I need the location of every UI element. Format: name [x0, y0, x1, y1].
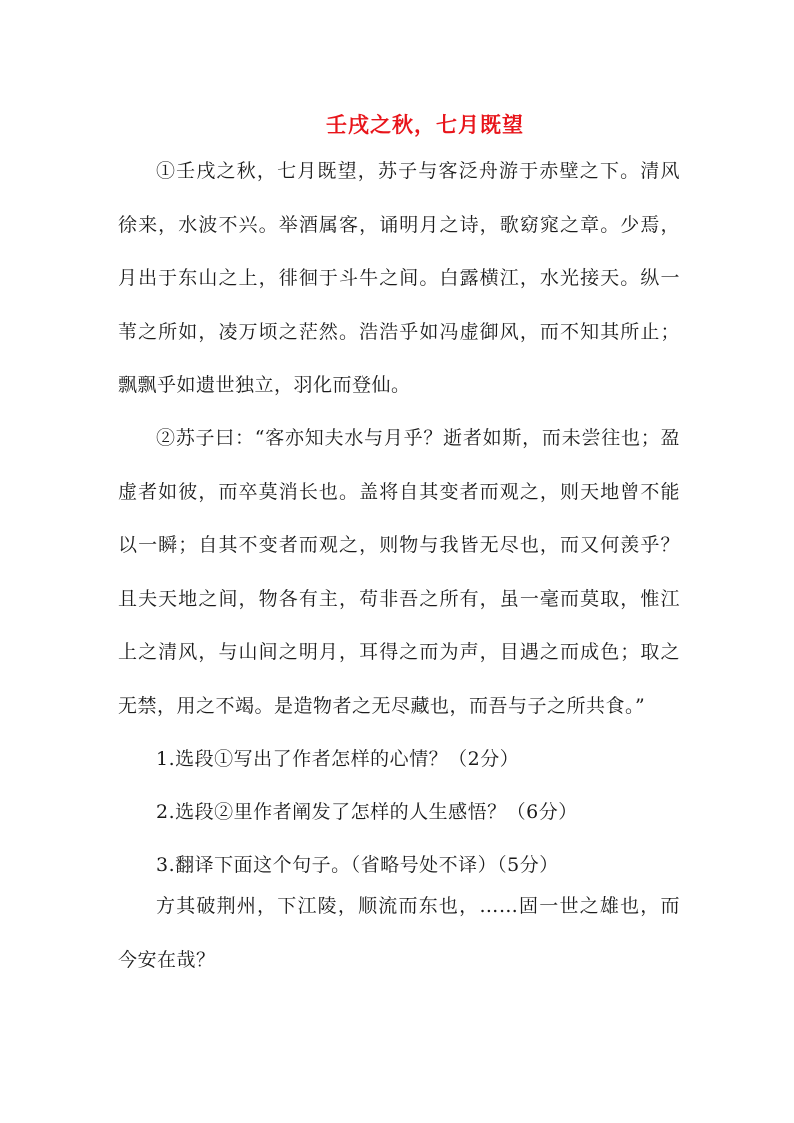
question-2: 2.选段②里作者阐发了怎样的人生感悟？（6分）: [156, 801, 578, 823]
document-title: 壬戌之秋，七月既望: [326, 112, 524, 137]
question-1: 1.选段①写出了作者怎样的心情？（2分）: [156, 748, 520, 770]
question-3: 3.翻译下面这个句子。（省略号处不译）（5分）: [156, 854, 559, 876]
question-3-sentence: 方其破荆州，下江陵，顺流而东也，……固一世之雄也，而今安在哉？: [118, 895, 680, 971]
passage-paragraph-2: ②苏子曰：“客亦知夫水与月乎？逝者如斯，而未尝往也；盈虚者如彼，而卒莫消长也。盖将自其变者而观之，则天地曾不能以一瞬；自其不变者而观之，则物与我皆无尽也，而又何羡乎？且夫天地之间，物各有主，苟非吾之所有，虽一毫而莫取，惟江上之清风，与山间之明月，耳得之而为声，目遇之而成色；取之无禁，用之不竭。是造物者之无尽藏也，而吾与子之所共食。”: [118, 427, 680, 717]
passage-paragraph-1: ①壬戌之秋，七月既望，苏子与客泛舟游于赤壁之下。清风徐来，水波不兴。举酒属客，诵明月之诗，歌窈窕之章。少焉，月出于东山之上，徘徊于斗牛之间。白露横江，水光接天。纵一苇之所如，凌万顷之茫然。浩浩乎如冯虚御风，而不知其所止；飘飘乎如遗世独立，羽化而登仙。: [118, 160, 680, 396]
